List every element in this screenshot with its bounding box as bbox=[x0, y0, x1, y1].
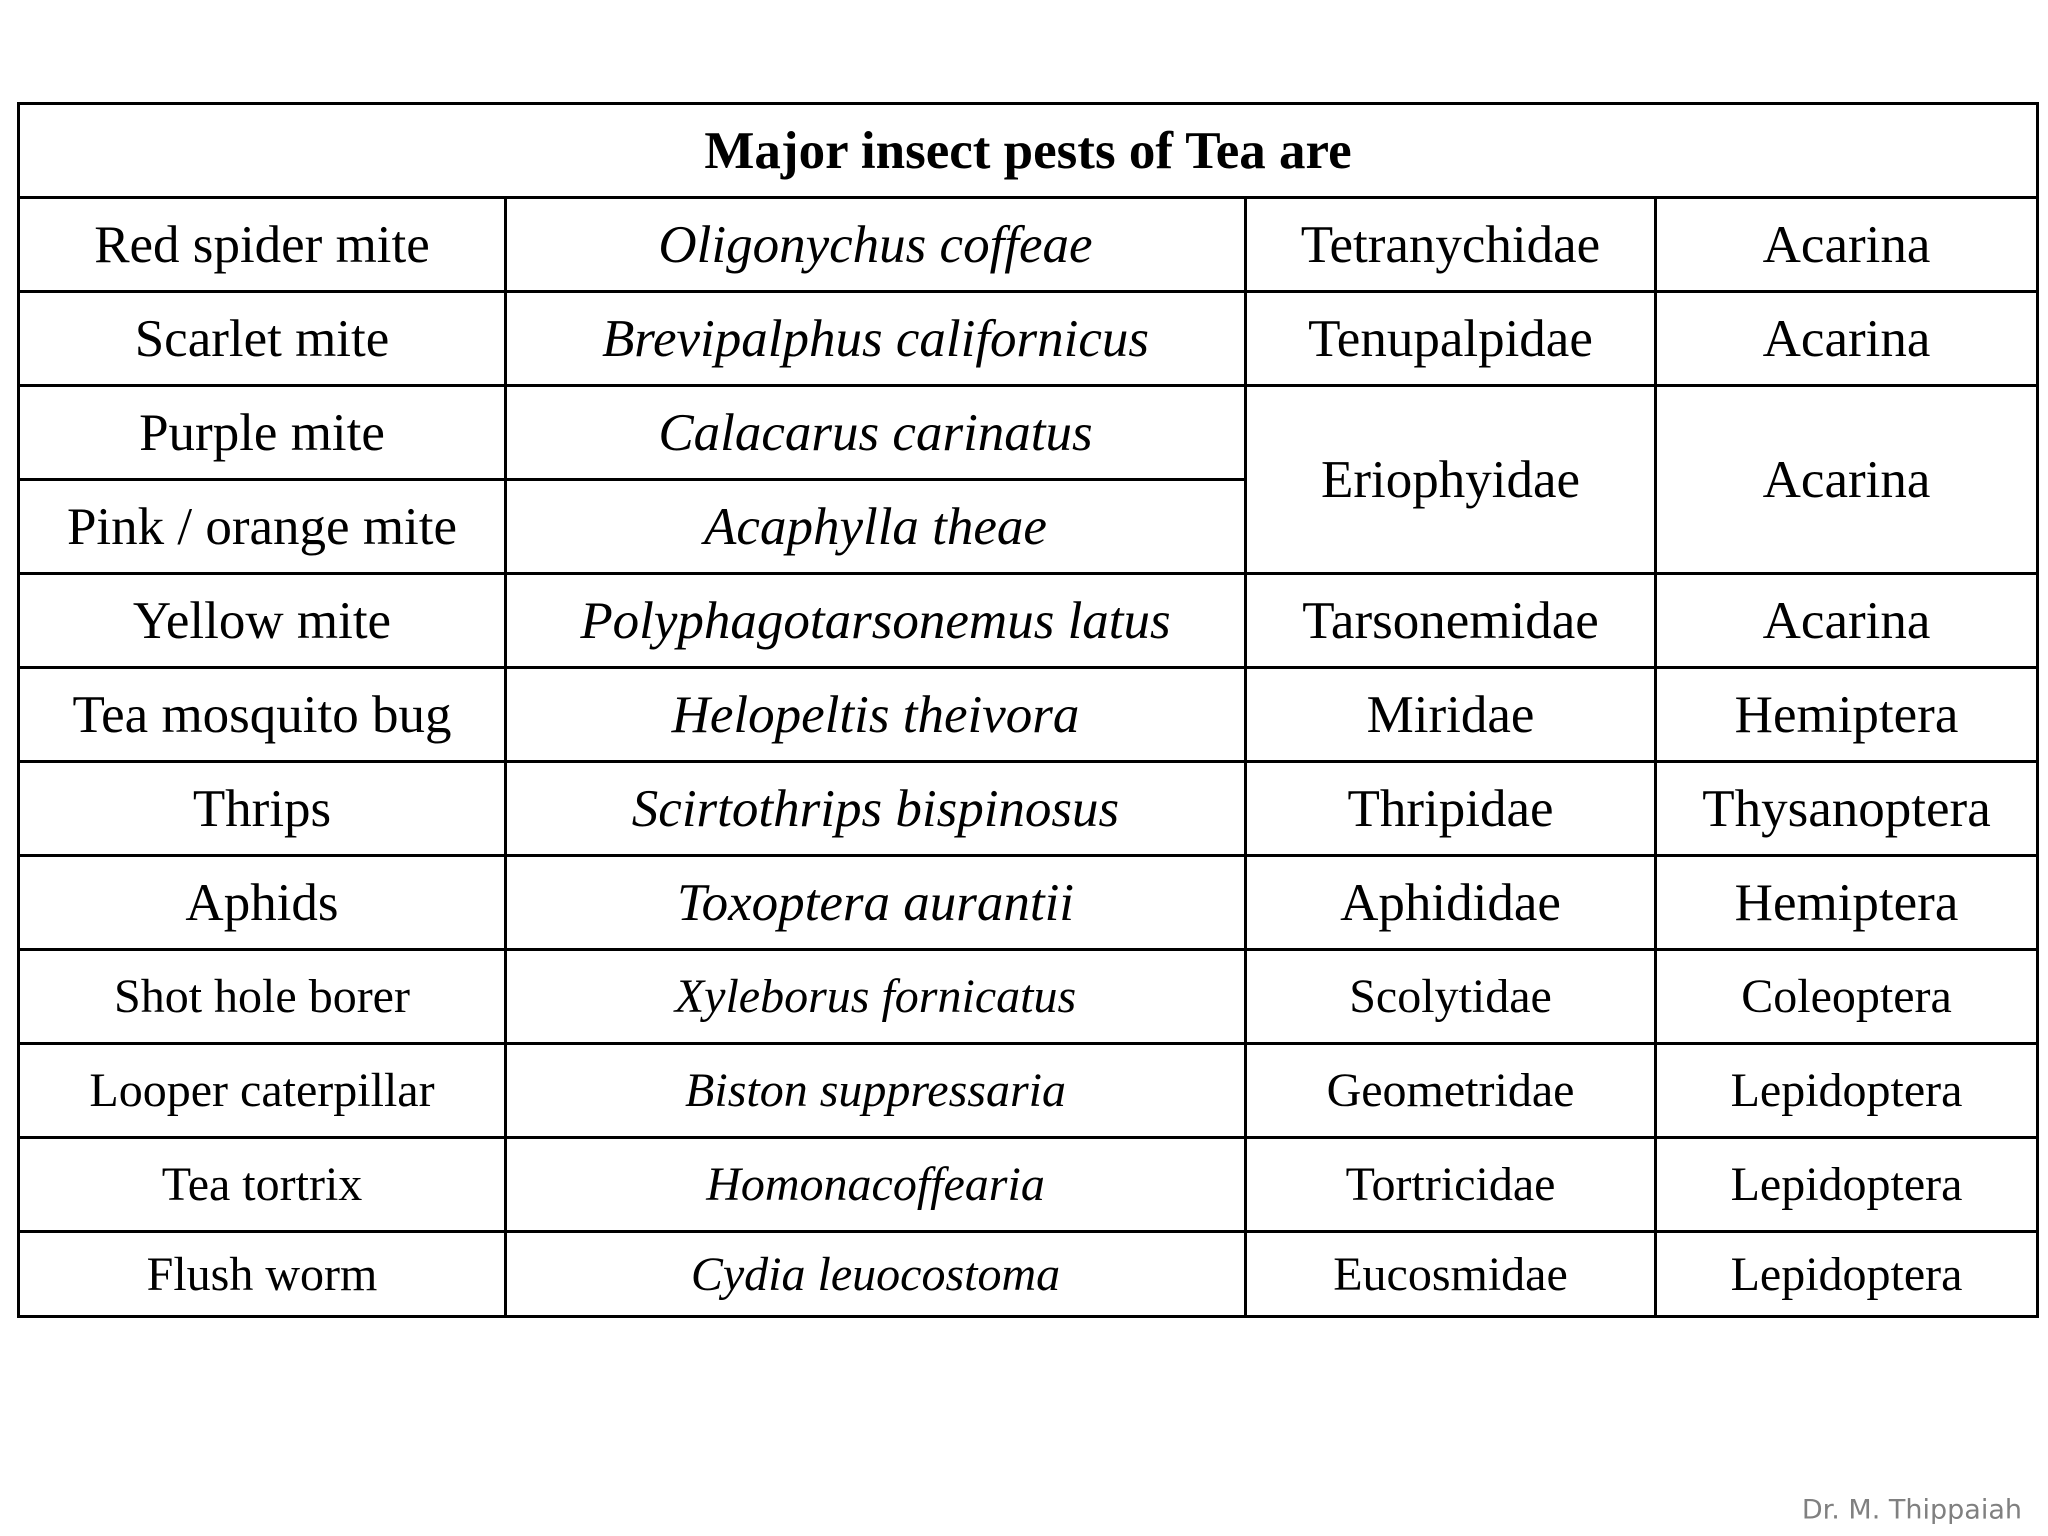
table-row bbox=[19, 386, 2038, 480]
table-row bbox=[19, 292, 2038, 386]
order-cell: Hemiptera bbox=[1656, 856, 2038, 950]
family-cell: Eucosmidae bbox=[1246, 1232, 1656, 1317]
common-name-cell: Shot hole borer bbox=[19, 950, 506, 1044]
family-cell: Tenupalpidae bbox=[1246, 292, 1656, 386]
order-cell: Lepidoptera bbox=[1656, 1232, 2038, 1317]
order-cell: Acarina bbox=[1656, 574, 2038, 668]
table-row bbox=[19, 950, 2038, 1044]
table-title-row bbox=[19, 104, 2038, 198]
common-name-cell: Looper caterpillar bbox=[19, 1044, 506, 1138]
order-cell: Thysanoptera bbox=[1656, 762, 2038, 856]
family-cell: Tortricidae bbox=[1246, 1138, 1656, 1232]
scientific-name-cell: Oligonychus coffeae bbox=[506, 198, 1246, 292]
family-cell: Scolytidae bbox=[1246, 950, 1656, 1044]
order-cell: Acarina bbox=[1656, 198, 2038, 292]
scientific-name-cell: Cydia leuocostoma bbox=[506, 1232, 1246, 1317]
scientific-name-cell: Calacarus carinatus bbox=[506, 386, 1246, 480]
table-row bbox=[19, 198, 2038, 292]
family-cell: Thripidae bbox=[1246, 762, 1656, 856]
table-row bbox=[19, 762, 2038, 856]
common-name-cell: Thrips bbox=[19, 762, 506, 856]
author-credit: Dr. M. Thippaiah bbox=[1801, 1494, 2022, 1526]
table-title: Major insect pests of Tea are bbox=[19, 104, 2038, 198]
scientific-name-cell: Biston suppressaria bbox=[506, 1044, 1246, 1138]
order-cell: Coleoptera bbox=[1656, 950, 2038, 1044]
common-name-cell: Yellow mite bbox=[19, 574, 506, 668]
scientific-name-cell: Helopeltis theivora bbox=[506, 668, 1246, 762]
table-row bbox=[19, 1138, 2038, 1232]
scientific-name-cell: Polyphagotarsonemus latus bbox=[506, 574, 1246, 668]
family-cell: Tetranychidae bbox=[1246, 198, 1656, 292]
order-cell: Acarina bbox=[1656, 292, 2038, 386]
order-cell: Lepidoptera bbox=[1656, 1138, 2038, 1232]
scientific-name-cell: Homonacoffearia bbox=[506, 1138, 1246, 1232]
common-name-cell: Tea tortrix bbox=[19, 1138, 506, 1232]
scientific-name-cell: Xyleborus fornicatus bbox=[506, 950, 1246, 1044]
scientific-name-cell: Toxoptera aurantii bbox=[506, 856, 1246, 950]
order-cell: Lepidoptera bbox=[1656, 1044, 2038, 1138]
scientific-name-cell: Brevipalphus californicus bbox=[506, 292, 1246, 386]
common-name-cell: Red spider mite bbox=[19, 198, 506, 292]
order-cell-merged: Acarina bbox=[1656, 386, 2038, 574]
common-name-cell: Purple mite bbox=[19, 386, 506, 480]
order-cell: Hemiptera bbox=[1656, 668, 2038, 762]
table-row bbox=[19, 1232, 2038, 1317]
family-cell: Geometridae bbox=[1246, 1044, 1656, 1138]
common-name-cell: Aphids bbox=[19, 856, 506, 950]
family-cell: Miridae bbox=[1246, 668, 1656, 762]
common-name-cell: Pink / orange mite bbox=[19, 480, 506, 574]
table-row bbox=[19, 574, 2038, 668]
family-cell-merged: Eriophyidae bbox=[1246, 386, 1656, 574]
scientific-name-cell: Scirtothrips bispinosus bbox=[506, 762, 1246, 856]
common-name-cell: Flush worm bbox=[19, 1232, 506, 1317]
scientific-name-cell: Acaphylla theae bbox=[506, 480, 1246, 574]
family-cell: Tarsonemidae bbox=[1246, 574, 1656, 668]
pest-table bbox=[17, 102, 2039, 1318]
table-row bbox=[19, 1044, 2038, 1138]
family-cell: Aphididae bbox=[1246, 856, 1656, 950]
common-name-cell: Scarlet mite bbox=[19, 292, 506, 386]
common-name-cell: Tea mosquito bug bbox=[19, 668, 506, 762]
table-row bbox=[19, 856, 2038, 950]
table-row bbox=[19, 668, 2038, 762]
